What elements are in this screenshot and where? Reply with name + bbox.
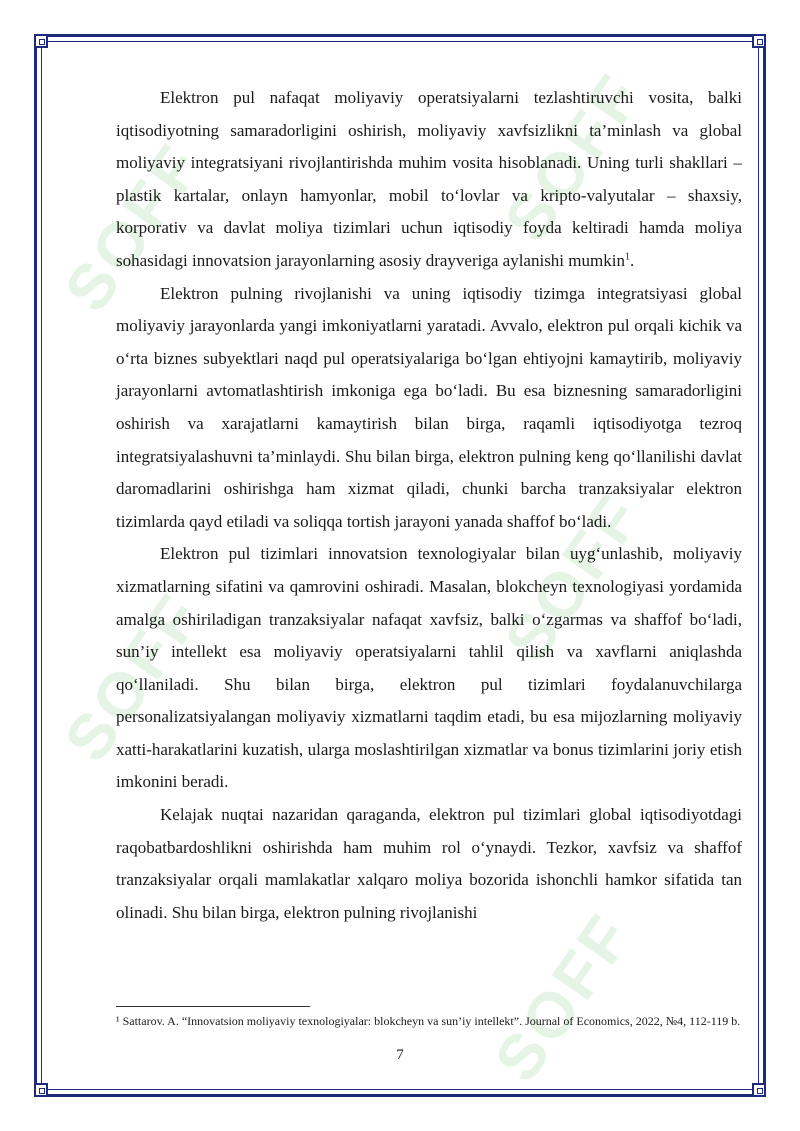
frame-corner-bottom-left xyxy=(34,1083,48,1097)
body-text xyxy=(116,82,742,929)
frame-corner-top-right xyxy=(752,34,766,48)
watermark: SOFF xyxy=(50,129,217,325)
paragraph: Elektron pulning rivojlanishi va uning iqtisodiy tizimga integratsiyasi global moliyaviy jarayonlarda yangi imkoniyatlarni yaratadi. Avvalo, elektron pul orqali kichik va o‘rta biznes subyektlari naqd pul operatsiyalariga bo‘lgan ehtiyojni kamaytirib, moliyaviy jarayonlarni avtomatlashtirish imkoniga ega bo‘ladi. Bu esa biznesning samaradorligini oshirish va xarajatlarni kamaytirish bilan birga, raqamli iqtisodiyotga tezroq integratsiyalashuvni ta’minlaydi. Shu bilan birga, elektron pulning keng qo‘llanilishi davlat daromadlarini oshirishga ham xizmat qiladi, chunki barcha tranzaksiyalar elektron tizimlarda qayd etiladi va soliqqa tortish jarayoni yanada shaffof bo‘ladi. xyxy=(116,283,742,531)
watermark: SOFF xyxy=(50,579,217,775)
footnote-marker[interactable]: 1 xyxy=(624,251,630,263)
paragraph xyxy=(116,82,742,278)
watermark: SOFF xyxy=(480,899,647,1095)
paragraph-text: Elektron pul nafaqat moliyaviy operatsiyalarni tezlashtiruvchi vosita, balki iqtisodiyotning samaradorligini oshirish, moliyaviy xavfsizlikni ta’minlash va global moliyaviy integratsiyani rivojlantirishda muhim vosita hisoblanadi. Uning turli shakllari – plastik kartalar, onlayn hamyonlar, mobil to‘lovlar va kripto-valyutalar – shaxsiy, korporativ va davlat moliya tizimlari uchun iqtisodiy foyda keltiradi hamda moliya sohasidagi innovatsion jarayonlarning asosiy drayveriga aylanishi mumkin xyxy=(116,88,742,270)
paragraph-end: . xyxy=(629,250,635,270)
page-number: 7 xyxy=(396,1047,404,1063)
paragraph: Kelajak nuqtai nazaridan qaraganda, elektron pul tizimlari global iqtisodiyotdagi raqobatbardoshlikni oshirishda ham muhim rol o‘ynaydi. Tezkor, xavfsiz va shaffof tranzaksiyalar orqali mamlakatlar xalqaro moliya bozorida ishonchli hamkor sifatida tan olinadi. Shu bilan birga, elektron pulning rivojlanishi xyxy=(116,805,742,922)
watermark: SOFF xyxy=(490,479,657,675)
footnote-separator xyxy=(116,1006,310,1007)
watermark: SOFF xyxy=(490,59,657,255)
paragraph: Elektron pul tizimlari innovatsion texnologiyalar bilan uyg‘unlashib, moliyaviy xizmatlarning sifatini va qamrovini oshiradi. Masalan, blokcheyn texnologiyasi yordamida amalga oshiriladigan tranzaksiyalar nafaqat xavfsiz, balki o‘zgarmas va shaffof bo‘ladi, sun’iy intellekt esa moliyaviy operatsiyalarni tahlil qilish va xavflarni aniqlashda qo‘llaniladi. Shu bilan birga, elektron pul tizimlari foydalanuvchilarga personalizatsiyalangan moliyaviy xizmatlarni taqdim etadi, bu esa mijozlarning moliyaviy xatti-harakatlarini kuzatish, ularga moslashtirilgan xizmatlar va bonus tizimlarini joriy etish imkonini beradi. xyxy=(116,544,742,792)
frame-corner-bottom-right xyxy=(752,1083,766,1097)
frame-corner-top-left xyxy=(34,34,48,48)
footnote: ¹ Sattarov. A. “Innovatsion moliyaviy texnologiyalar: blokcheyn va sun’iy intellekt”. Journal of Economics, 2022, №4, 112-119 b. xyxy=(116,1014,741,1028)
